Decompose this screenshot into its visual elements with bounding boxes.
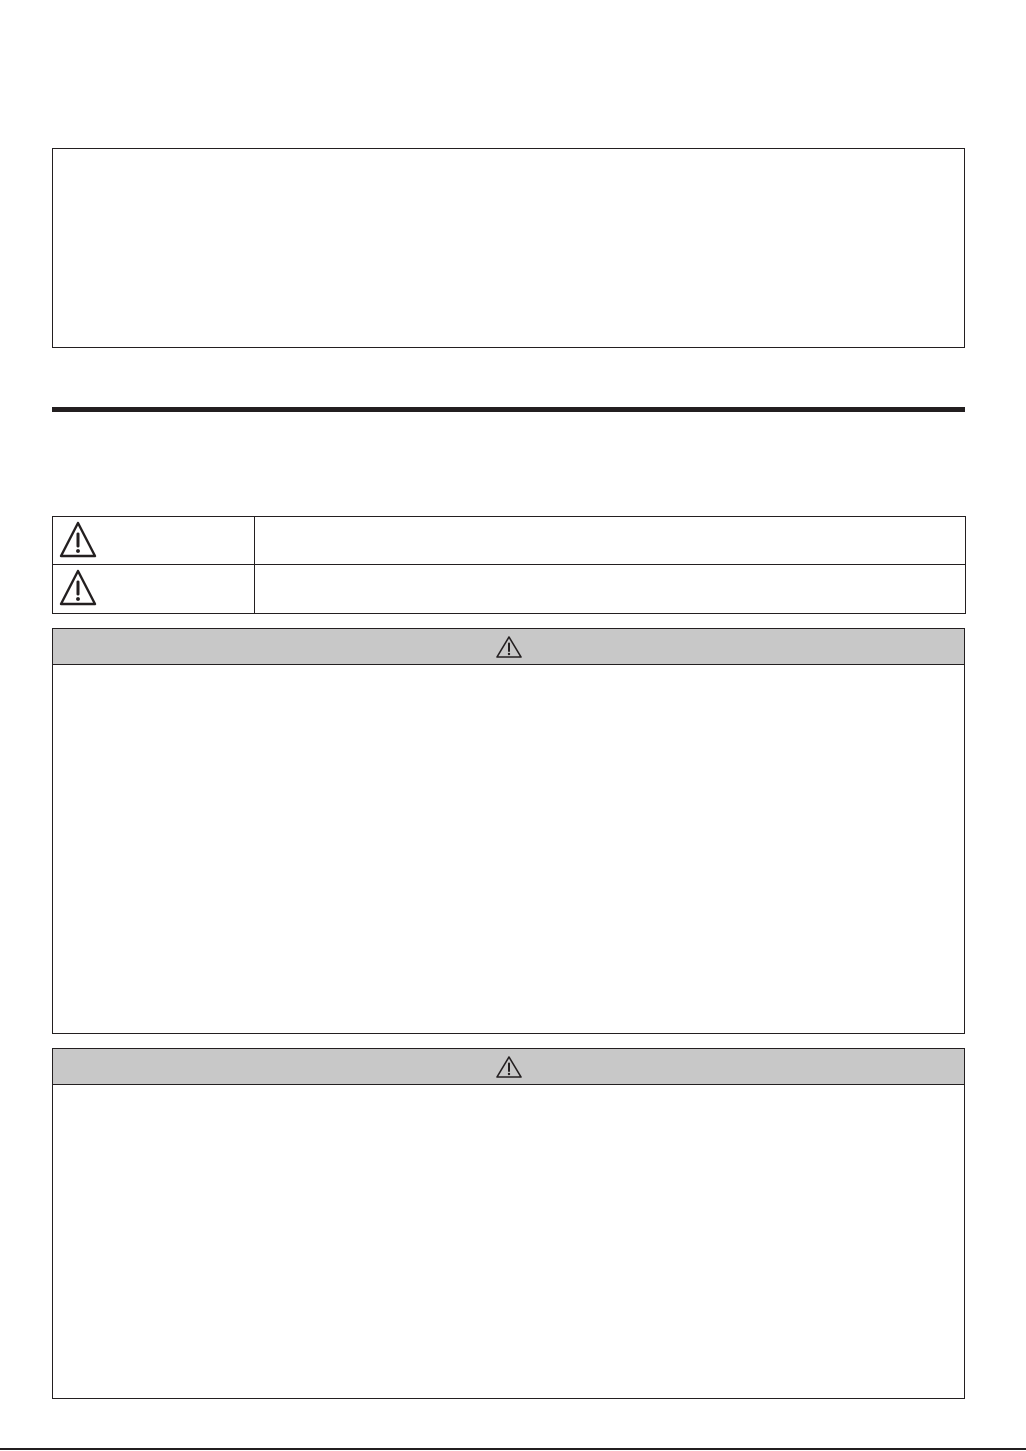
legend-description-cell — [255, 517, 965, 564]
caution-panel — [52, 1048, 965, 1399]
warning-triangle-icon — [58, 520, 98, 560]
legend-symbol-cell — [53, 565, 255, 613]
warning-triangle-icon — [495, 635, 523, 659]
legend-row-warning — [53, 517, 965, 565]
section-heading-rule — [52, 407, 965, 412]
safety-symbol-legend-table — [52, 516, 966, 614]
warning-panel — [52, 628, 965, 1034]
legend-row-caution — [53, 565, 965, 613]
intro-notice-box — [52, 148, 965, 348]
legend-symbol-cell — [53, 517, 255, 564]
warning-panel-header — [53, 629, 964, 665]
page-footer-rule — [0, 1448, 1026, 1450]
caution-panel-header — [53, 1049, 964, 1085]
warning-triangle-icon — [58, 568, 98, 608]
legend-description-cell — [255, 565, 965, 613]
warning-triangle-icon — [495, 1055, 523, 1079]
